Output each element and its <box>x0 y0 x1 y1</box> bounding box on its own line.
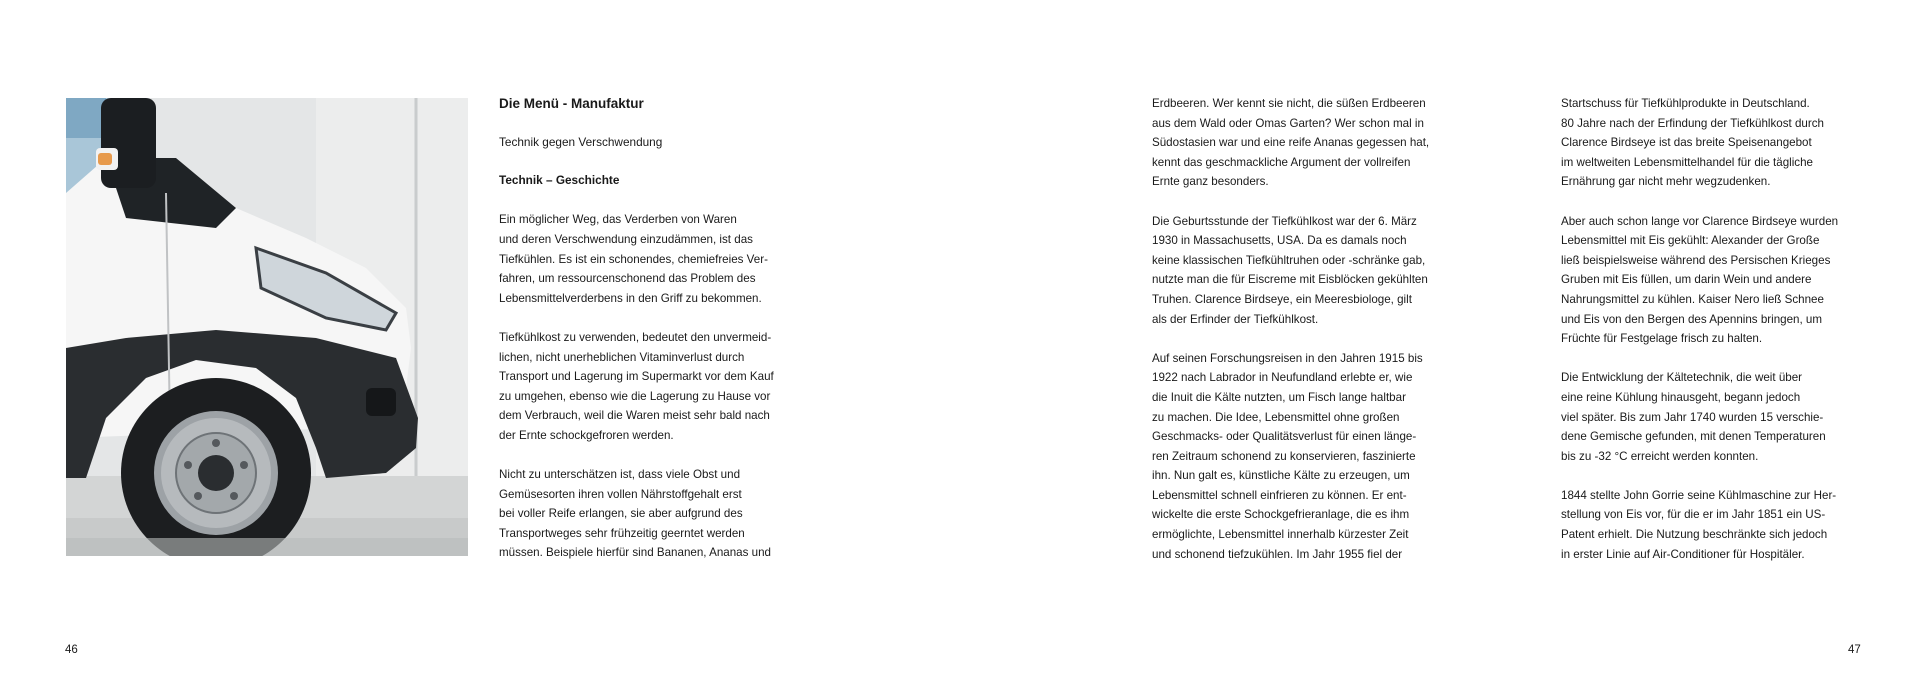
text-line: Lebensmittel mit Eis gekühlt: Alexander der Große <box>1561 234 1820 248</box>
text-line: Transportweges sehr frühzeitig geerntet werden <box>499 526 745 540</box>
text-line: Nicht zu unterschätzen ist, dass viele Obst und <box>499 468 741 482</box>
text-line: wickelte die erste Schockgefrieranlage, die es ihm <box>1152 508 1410 522</box>
section-heading: Technik – Geschichte <box>499 173 620 188</box>
text-line: ermöglichte, Lebensmittel innerhalb kürzester Zeit <box>1152 528 1409 542</box>
text-line: bis zu -32 °C erreicht werden konnten. <box>1561 449 1759 463</box>
text-line: Auf seinen Forschungsreisen in den Jahren 1915 bis <box>1152 351 1423 365</box>
text-line: 1844 stellte John Gorrie seine Kühlmaschine zur Her- <box>1561 488 1837 502</box>
text-line: Früchte für Festgelage frisch zu halten. <box>1561 332 1763 346</box>
text-line: Geschmacks- oder Qualitätsverlust für einen länge- <box>1152 430 1417 444</box>
text-line: eine reine Kühlung hinausgeht, begann jedoch <box>1561 390 1801 404</box>
text-line: als der Erfinder der Tiefkühlkost. <box>1152 312 1319 326</box>
right-text-column-2 <box>1561 94 1881 584</box>
paragraph <box>1561 94 1881 192</box>
text-line: Südostasien war und eine reife Ananas gegessen hat, <box>1152 136 1430 150</box>
text-line: fahren, um ressourcenschonend das Problem des <box>499 272 756 286</box>
text-line: dene Gemische gefunden, mit denen Temperaturen <box>1561 430 1826 444</box>
text-line: stellung von Eis vor, für die er im Jahr 1851 ein US- <box>1561 508 1826 522</box>
text-line: kennt das geschmackliche Argument der vollreifen <box>1152 155 1411 169</box>
paragraph <box>1152 349 1472 565</box>
text-line: ren Zeitraum schonend zu konservieren, faszinierte <box>1152 449 1416 463</box>
van-photo <box>66 98 468 556</box>
text-line: im weltweiten Lebensmittelhandel für die tägliche <box>1561 155 1813 169</box>
text-line: Ernährung gar nicht mehr wegzudenken. <box>1561 175 1771 189</box>
text-line: 1922 nach Labrador in Neufundland erlebte er, wie <box>1152 371 1413 385</box>
paragraph <box>1561 368 1881 466</box>
text-line: in erster Linie auf Air-Conditioner für Hospitäler. <box>1561 547 1805 561</box>
text-line: bei voller Reife erlangen, sie aber aufgrund des <box>499 507 743 521</box>
right-page <box>960 0 1920 679</box>
text-line: zu umgehen, ebenso wie die Lagerung zu Hause vor <box>499 389 771 403</box>
page-number-left: 46 <box>65 644 78 656</box>
text-line: Startschuss für Tiefkühlprodukte in Deutschland. <box>1561 97 1810 110</box>
text-line: die Inuit die Kälte nutzten, um Fisch lange haltbar <box>1152 390 1406 404</box>
text-line: lichen, nicht unerheblichen Vitaminverlust durch <box>499 350 745 364</box>
text-line: Tiefkühlen. Es ist ein schonendes, chemiefreies Ver- <box>499 252 768 266</box>
text-line: und schonend tiefzukühlen. Im Jahr 1955 fiel der <box>1152 547 1403 561</box>
text-line: nutzte man die für Eiscreme mit Eisblöcken gekühlten <box>1152 273 1428 287</box>
text-line: Ein möglicher Weg, das Verderben von Waren <box>499 213 737 227</box>
text-line: Lebensmittel schnell einfrieren zu können. Er ent- <box>1152 488 1407 502</box>
article-title: Die Menü - Manufaktur <box>499 96 644 111</box>
text-line: Transport und Lagerung im Supermarkt vor dem Kauf <box>499 370 774 384</box>
text-line: viel später. Bis zum Jahr 1740 wurden 15 verschie- <box>1561 410 1824 424</box>
text-line: Clarence Birdseye ist das breite Speisenangebot <box>1561 136 1812 150</box>
text-line: Lebensmittelverderbens in den Griff zu bekommen. <box>499 291 762 305</box>
text-line: ließ beispielsweise während des Persischen Krieges <box>1561 253 1831 267</box>
text-line: Patent erhielt. Die Nutzung beschränkte sich jedoch <box>1561 528 1828 542</box>
text-line: ihn. Nun galt es, künstliche Kälte zu erzeugen, um <box>1152 469 1410 483</box>
text-line: Truhen. Clarence Birdseye, ein Meeresbiologe, gilt <box>1152 292 1412 306</box>
text-line: zu machen. Die Idee, Lebensmittel ohne großen <box>1152 410 1400 424</box>
paragraph <box>499 210 819 308</box>
paragraph <box>1152 212 1472 330</box>
text-line: Erdbeeren. Wer kennt sie nicht, die süßen Erdbeeren <box>1152 97 1426 110</box>
text-line: und deren Verschwendung einzudämmen, ist das <box>499 232 753 246</box>
text-line: Tiefkühlkost zu verwenden, bedeutet den unvermeid- <box>499 330 772 344</box>
text-line: Ernte ganz besonders. <box>1152 175 1269 189</box>
text-line: Gemüsesorten ihren vollen Nährstoffgehalt erst <box>499 487 742 501</box>
text-line: der Ernte schockgefroren werden. <box>499 428 674 442</box>
paragraph <box>499 328 819 446</box>
text-line: aus dem Wald oder Omas Garten? Wer schon mal in <box>1152 116 1424 130</box>
text-line: und Eis von den Bergen des Apennins bringen, um <box>1561 312 1823 326</box>
paragraph <box>1561 486 1881 564</box>
text-line: Die Geburtsstunde der Tiefkühlkost war der 6. März <box>1152 214 1417 228</box>
page-number-right: 47 <box>1848 644 1861 656</box>
text-line: Gruben mit Eis füllen, um darin Wein und andere <box>1561 273 1812 287</box>
text-line: 80 Jahre nach der Erfindung der Tiefkühlkost durch <box>1561 116 1824 130</box>
text-line: 1930 in Massachusetts, USA. Da es damals noch <box>1152 234 1407 248</box>
right-text-column-1 <box>1152 94 1472 584</box>
paragraph <box>499 465 819 563</box>
paragraph <box>1152 94 1472 192</box>
text-line: Nahrungsmittel zu kühlen. Kaiser Nero ließ Schnee <box>1561 292 1824 306</box>
text-line: keine klassischen Tiefkühltruhen oder -schränke gab, <box>1152 253 1426 267</box>
text-line: müssen. Beispiele hierfür sind Bananen, Ananas und <box>499 546 771 560</box>
article-subtitle: Technik gegen Verschwendung <box>499 134 663 149</box>
text-line: dem Verbrauch, weil die Waren meist sehr bald nach <box>499 409 770 423</box>
text-line: Aber auch schon lange vor Clarence Birdseye wurden <box>1561 214 1839 228</box>
left-text-column <box>499 94 819 583</box>
paragraph <box>1561 212 1881 349</box>
text-line: Die Entwicklung der Kältetechnik, die weit über <box>1561 371 1803 385</box>
